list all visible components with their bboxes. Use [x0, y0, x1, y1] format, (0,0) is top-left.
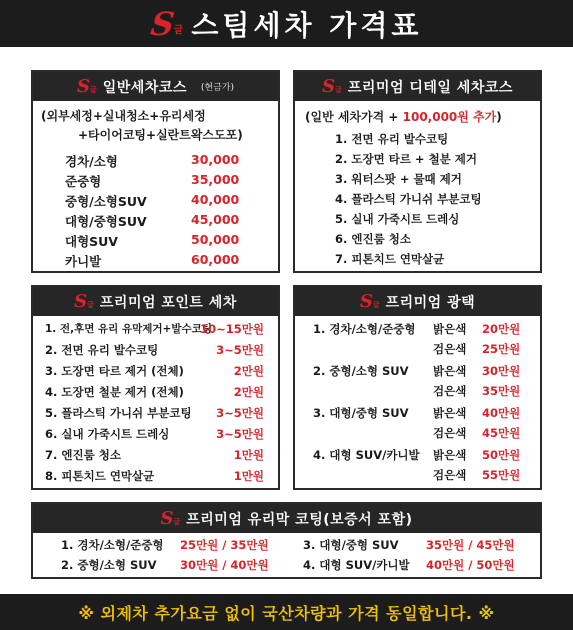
polish-dark-label: 검은색 — [433, 426, 467, 440]
logo-letter: S — [147, 4, 177, 43]
page-title: 스팀세차 가격표 — [191, 8, 423, 42]
page-header — [0, 0, 573, 47]
point-item-name: 5. 플라스틱 가니쉬 부분코팅 — [45, 406, 192, 420]
polish-dark-price: 45만원 — [482, 426, 521, 440]
point-item-name: 6. 실내 가죽시트 드레싱 — [45, 427, 170, 441]
point-item-price: 3~5만원 — [216, 427, 264, 441]
point-item-price: 2만원 — [233, 385, 264, 399]
general-wash-header — [33, 72, 278, 101]
glass-item-price: 35만원 / 45만원 — [426, 538, 515, 552]
polish-dark-label: 검은색 — [433, 468, 467, 482]
detail-item: 2. 도장면 타르 + 철분 제거 — [335, 152, 478, 166]
cash-price-note: (현금가) — [200, 83, 235, 93]
logo-letter: S — [76, 76, 90, 97]
polish-item-name: 3. 대형/중형 SUV — [313, 406, 409, 420]
polish-dark-label: 검은색 — [433, 342, 467, 356]
general-item-name: 대형SUV — [65, 234, 118, 249]
general-item-name: 카니발 — [65, 254, 102, 269]
polish-dark-price: 35만원 — [482, 384, 521, 398]
detail-item: 5. 실내 가죽시트 드레싱 — [335, 212, 460, 226]
glass-coating-section — [31, 502, 542, 579]
polish-dark-price: 55만원 — [482, 468, 521, 482]
logo-letter: S — [359, 291, 373, 312]
glass-item-price: 40만원 / 50만원 — [426, 558, 515, 572]
point-item-price: 2만원 — [233, 364, 264, 378]
polish-bright-price: 50만원 — [482, 448, 521, 462]
point-item-name: 8. 피톤치드 연막살균 — [45, 469, 155, 483]
general-item-name: 경차/소형 — [65, 154, 118, 169]
detail-item: 4. 플라스틱 가니쉬 부분코팅 — [335, 192, 482, 206]
polish-bright-price: 30만원 — [482, 364, 521, 378]
polish-item-name: 4. 대형 SUV/카니발 — [313, 448, 420, 462]
point-item-name: 3. 도장면 타르 제거 (전체) — [45, 364, 184, 378]
general-item-price: 50,000 — [191, 232, 240, 247]
general-item-price: 60,000 — [191, 252, 240, 267]
foreign-car-notice: ※ 외제차 추가요금 없이 국산차량과 가격 동일합니다. ※ — [0, 594, 573, 630]
detail-item: 6. 엔진룸 청소 — [335, 232, 411, 246]
point-wash-section — [31, 285, 280, 490]
glass-item-price: 30만원 / 40만원 — [180, 558, 269, 572]
general-item-name: 중형/소형SUV — [65, 194, 147, 209]
glass-coating-header — [33, 504, 540, 533]
point-item-price: 1만원 — [233, 448, 264, 462]
general-item-price: 40,000 — [191, 192, 240, 207]
polish-title: 프리미엄 광택 — [385, 294, 476, 311]
detail-wash-title: 프리미엄 디테일 세차코스 — [347, 79, 513, 96]
point-item-price: 3~5만원 — [216, 406, 264, 420]
polish-bright-price: 20만원 — [482, 322, 521, 336]
polish-bright-label: 밝은색 — [433, 364, 467, 378]
detail-item: 7. 피톤치드 연막살균 — [335, 252, 445, 266]
point-item-price: 10~15만원 — [200, 322, 264, 336]
general-item-name: 준중형 — [65, 174, 102, 189]
logo-letter: S — [322, 76, 336, 97]
detail-desc-prefix: (일반 세차가격 + — [305, 110, 403, 124]
general-item-name: 대형/중형SUV — [65, 214, 147, 229]
polish-bright-label: 밝은색 — [433, 406, 467, 420]
point-item-price: 3~5만원 — [216, 343, 264, 357]
logo-sub: 글 — [89, 85, 97, 94]
logo-letter: S — [74, 291, 88, 312]
logo-sub: 글 — [87, 300, 94, 309]
polish-bright-price: 40만원 — [482, 406, 521, 420]
general-desc-line1: (외부세정+실내청소+유리세정 — [41, 109, 206, 123]
point-item-price: 1만원 — [233, 469, 264, 483]
polish-dark-label: 검은색 — [433, 384, 467, 398]
logo-letter: S — [160, 508, 174, 529]
detail-wash-section — [293, 70, 542, 273]
detail-item: 3. 워터스팟 + 물때 제거 — [335, 172, 462, 186]
logo-sub: 글 — [372, 300, 380, 309]
glass-item-price: 25만원 / 35만원 — [180, 538, 269, 552]
glass-item-name: 1. 경차/소형/준중형 — [61, 538, 164, 552]
polish-section — [293, 285, 542, 490]
detail-desc — [305, 108, 502, 125]
glass-item-name: 2. 중형/소형 SUV — [61, 558, 157, 572]
polish-item-name: 2. 중형/소형 SUV — [313, 364, 409, 378]
general-item-price: 45,000 — [191, 212, 240, 227]
point-item-name: 7. 엔진룸 청소 — [45, 448, 121, 462]
general-item-price: 30,000 — [191, 152, 240, 167]
glass-item-name: 3. 대형/중형 SUV — [303, 538, 399, 552]
glass-coating-title: 프리미엄 유리막 코팅(보증서 포함) — [186, 511, 413, 528]
general-item-price: 35,000 — [191, 172, 240, 187]
polish-dark-price: 25만원 — [482, 342, 521, 356]
point-item-name: 2. 전면 유리 발수코팅 — [45, 343, 159, 357]
detail-item: 1. 전면 유리 발수코팅 — [335, 132, 449, 146]
polish-bright-label: 밝은색 — [433, 322, 467, 336]
polish-item-name: 1. 경차/소형/준중형 — [313, 322, 416, 336]
logo-sub: 글 — [173, 25, 184, 36]
point-item-name: 4. 도장면 철분 제거 (전체) — [45, 385, 184, 399]
detail-desc-suffix: ) — [496, 110, 502, 124]
point-item-name: 1. 전,후면 유리 유막제거+발수코팅 — [45, 323, 212, 335]
general-desc-line2: +타이어코팅+실란트왁스도포) — [78, 128, 243, 142]
logo-sub: 글 — [173, 517, 181, 526]
polish-bright-label: 밝은색 — [433, 448, 467, 462]
detail-desc-price: 100,000원 추가 — [402, 110, 497, 124]
detail-wash-header — [295, 72, 540, 101]
polish-header — [295, 287, 540, 316]
general-wash-section — [31, 70, 280, 273]
point-wash-title: 프리미엄 포인트 세차 — [99, 294, 237, 311]
glass-item-name: 4. 대형 SUV/카니발 — [303, 558, 410, 572]
point-wash-header — [33, 287, 278, 316]
general-wash-title: 일반세차코스 — [102, 79, 187, 96]
logo-sub: 글 — [335, 85, 342, 94]
